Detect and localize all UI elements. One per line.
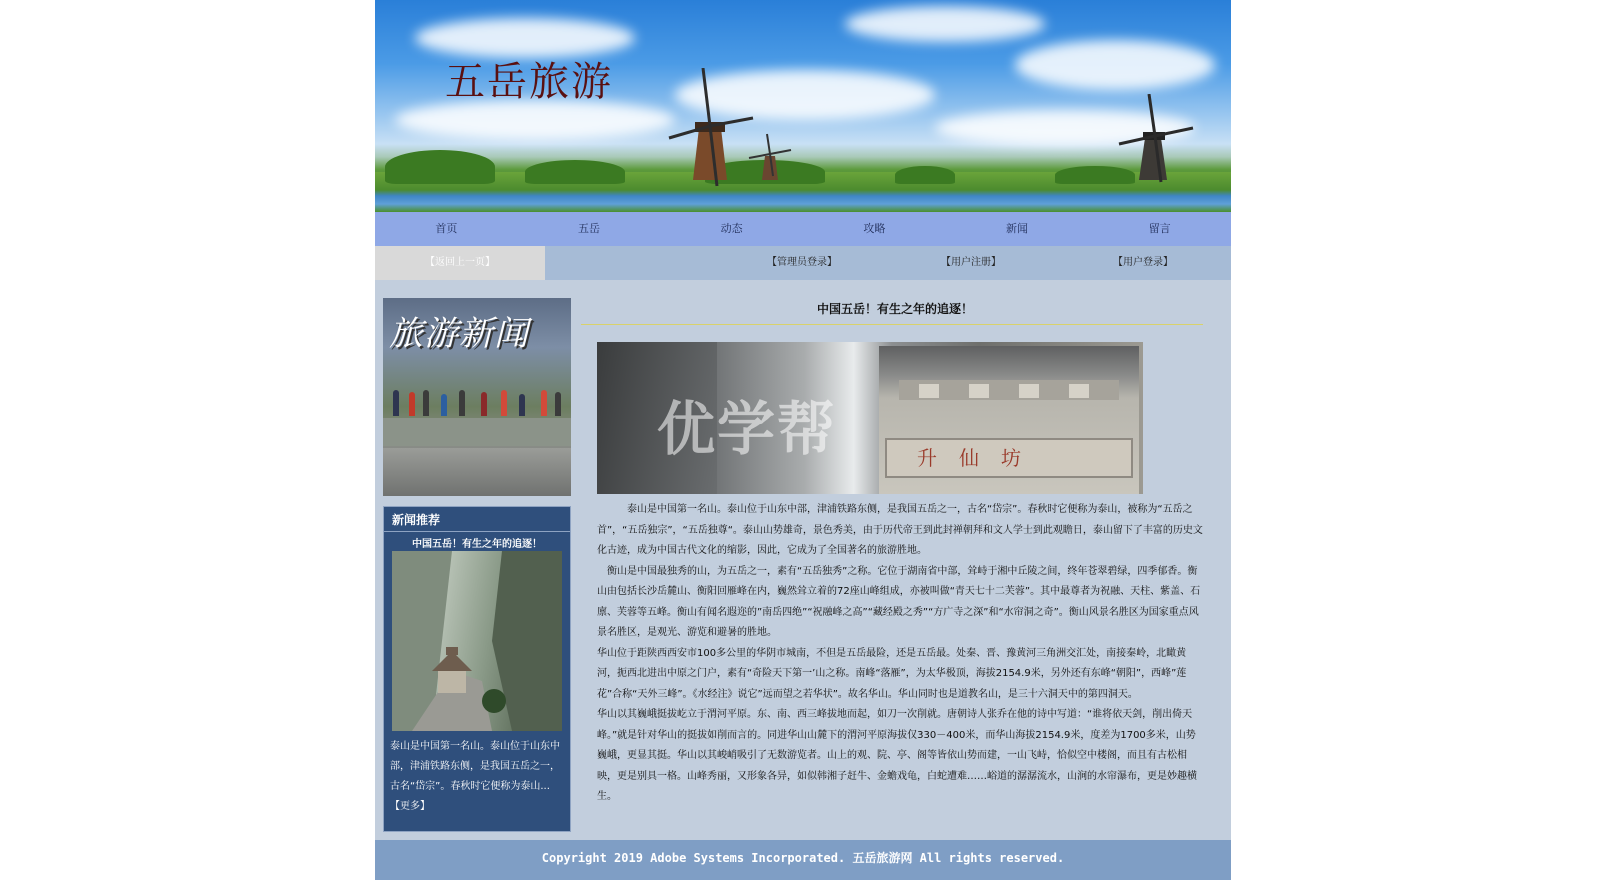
- nav-guide[interactable]: 攻略: [863, 222, 886, 235]
- back-button[interactable]: 【返回上一页】: [375, 246, 545, 280]
- image-watermark: 优学帮: [657, 395, 838, 463]
- news-recommend-excerpt-text: 泰山是中国第一名山。泰山位于山东中部，津浦铁路东侧，是我国五岳之一，古名“岱宗”。春秋时它便称为泰山...: [390, 741, 560, 792]
- gate-inscription-band: [885, 438, 1133, 478]
- admin-login-link[interactable]: 【管理员登录】: [767, 257, 837, 268]
- article-title: 中国五岳！有生之年的追逐！: [816, 302, 973, 316]
- news-recommend-image: [392, 551, 562, 731]
- more-link[interactable]: 【更多】: [390, 801, 430, 812]
- news-recommend-excerpt: [390, 737, 566, 817]
- article-paragraph: 华山以其巍峨挺拔屹立于渭河平原。东、南、西三峰拔地而起，如刀一次削就。唐朝诗人张乔在他的诗中写道：“谁将依天剑，削出倚天峰。”就是针对华山的挺拔如削而言的。同进华山山麓下的渭河平原海拔仅330－400米，而华山海拔2154.9米，度差为1700多米，山势巍峨，更显其挺。华山以其峻峭吸引了无数游览者。山上的观、院、亭、阁等皆依山势而建，一山飞峙，恰似空中楼阁，而且有古松相映，更是别具一格。山峰秀丽，又形象各异，如似韩湘子赶牛、金蟾戏龟，白蛇遭难……峪道的潺潺流水，山涧的水帘瀑布，更是妙趣横生。: [597, 709, 1197, 802]
- news-recommend-divider: [384, 531, 570, 532]
- site-title: 五岳旅游: [445, 59, 613, 105]
- cliff-temple-icon: [392, 551, 562, 731]
- gate-inscription: 升仙坊: [917, 446, 1043, 470]
- footer-copyright: Copyright 2019 Adobe Systems Incorporated. 五岳旅游网 All rights reserved.: [541, 851, 1065, 865]
- nav-five-mountains[interactable]: 五岳: [578, 222, 600, 235]
- main-nav: [375, 212, 1231, 246]
- article-paragraph: 泰山是中国第一名山。泰山位于山东中部，津浦铁路东侧，是我国五岳之一，古名“岱宗”。春秋时它便称为泰山，被称为“五岳之首”，“五岳独宗”，“五岳独尊“。泰山山势雄奇，景色秀美，由于历代帝王到此封禅朝拜和文人学士到此观瞻日，泰山留下了丰富的历史文化古迹，成为中国古代文化的缩影，因此，它成为了全国著名的旅游胜地。: [597, 504, 1203, 556]
- travel-news-banner-title: 旅游新闻: [389, 314, 529, 354]
- hikers-image: [389, 388, 565, 416]
- windmill-right-icon: [1115, 94, 1195, 184]
- article-image: [597, 342, 1143, 494]
- nav-home[interactable]: 首页: [435, 222, 458, 235]
- nav-message[interactable]: 留言: [1148, 222, 1171, 235]
- page-container: [375, 0, 1231, 880]
- header-banner: [375, 0, 1231, 212]
- login-link[interactable]: 【用户登录】: [1113, 257, 1173, 268]
- article-title-divider: [581, 324, 1203, 325]
- article-paragraph: 衡山是中国最独秀的山，为五岳之一，素有“五岳独秀”之称。它位于湖南省中部，耸峙于湘中丘陵之间，终年苍翠碧绿，四季郁香。衡山由包括长沙岳麓山、衡阳回雁峰在内，巍然耸立着的72座山峰组成，亦被叫做“青天七十二芙蓉”。其中最尊者为祝融、天柱、紫盖、石廪、芙蓉等五峰。衡山有闻名遐迩的”南岳四绝”“祝融峰之高”“藏经殿之秀”“方广寺之深”和“水帘洞之奇”。衡山风景名胜区为国家重点风景名胜区，是观光、游览和避暑的胜地。: [597, 565, 1201, 638]
- nav-news[interactable]: 新闻: [1006, 222, 1029, 235]
- article-paragraph: 华山位于距陕西西安市100多公里的华阴市城南，不但是五岳最险，还是五岳最。处秦、晋、豫黄河三角洲交汇处，南接秦岭，北瞰黄河，扼西北进出中原之门户，素有“奇险天下第一’山之称。南峰“落雁”，为太华极顶，海拔2154.9米，另外还有东峰“朝阳”，西峰”莲花”合称“天外三峰”。《水经注》说它”远而望之若华状”。故名华山。华山同时也是道教名山，是三十六洞天中的第四洞天。: [597, 647, 1187, 700]
- news-recommend-box: [383, 506, 571, 832]
- news-recommend-title[interactable]: 中国五岳！有生之年的追逐！: [412, 539, 542, 550]
- windmill-large-icon: [665, 68, 755, 188]
- stone-gate-image: [879, 346, 1139, 494]
- footer: [375, 840, 1231, 880]
- news-recommend-heading: 新闻推荐: [392, 513, 441, 527]
- sub-toolbar: [375, 246, 1231, 280]
- windmill-small-icon: [745, 132, 795, 182]
- travel-news-banner: [383, 298, 571, 496]
- article-body: [597, 500, 1203, 808]
- nav-news-feed[interactable]: 动态: [720, 222, 743, 235]
- register-link[interactable]: 【用户注册】: [941, 257, 1001, 268]
